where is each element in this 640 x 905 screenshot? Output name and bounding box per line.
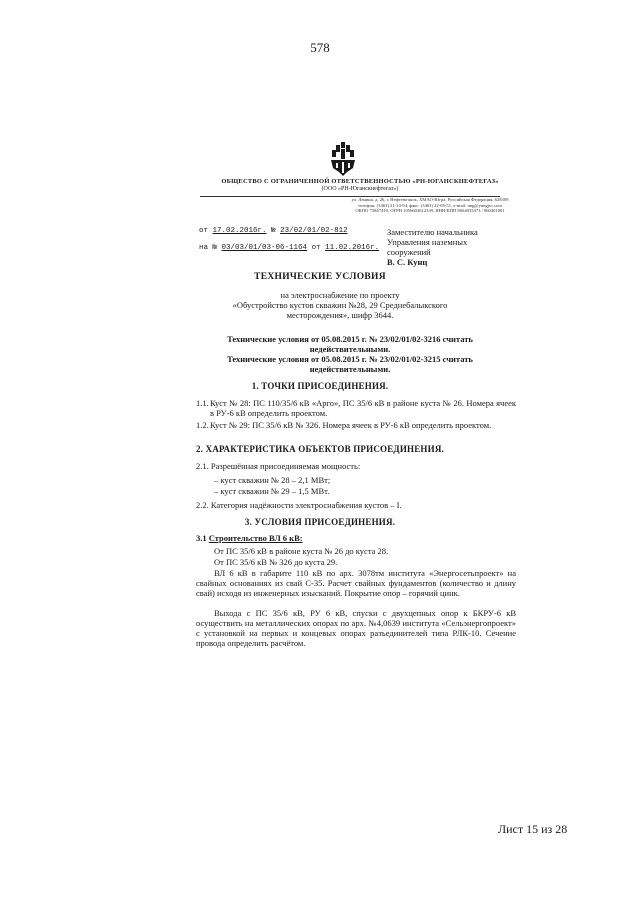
subject-line: на электроснабжение по проекту bbox=[280, 290, 400, 300]
paragraph: ВЛ 6 кВ в габарите 110 кВ по арх. 3078тм института «Энергосетьпроект» на свайных основаниях из свай С-35. Расчет свайных фундаментов (количество и длину свай) исходя из инженерных изысканий. Покрытие опор – горячий цинк. bbox=[196, 568, 516, 598]
void-line: недействительными. bbox=[309, 364, 391, 374]
ref-to-number: 03/03/01/03-06-1164 bbox=[221, 244, 308, 252]
addressee-line: Управления наземных bbox=[387, 237, 468, 247]
item-number: 2.1. bbox=[196, 461, 209, 471]
addressee-line: Заместителю начальника bbox=[387, 227, 478, 237]
addressee-name: В. С. Кунц bbox=[387, 257, 428, 267]
subsection-title: Строительство ВЛ 6 кВ: bbox=[208, 533, 303, 543]
item-text: Разрешённая присоединяемая мощность: bbox=[210, 461, 361, 471]
section-3-heading: 3. УСЛОВИЯ ПРИСОЕДИНЕНИЯ. bbox=[244, 517, 396, 527]
subject-line: месторождения», шифр 3644. bbox=[286, 310, 394, 320]
ref-from-date: 17.02.2016г. bbox=[212, 227, 267, 235]
power-line: – куст скважин № 28 – 2,1 МВт; bbox=[214, 475, 331, 485]
ref-from-number: 23/02/01/02-812 bbox=[280, 227, 348, 235]
item-number: 3.1 bbox=[196, 533, 207, 543]
section-1-heading: 1. ТОЧКИ ПРИСОЕДИНЕНИЯ. bbox=[251, 381, 389, 391]
item-text: Куст № 28: ПС 110/35/6 кВ «Арго», ПС 35/6 кВ в районе куста № 26. Номера ячеек в РУ-6 кВ определить проектом. bbox=[210, 398, 516, 418]
item-number: 1.2. bbox=[196, 420, 209, 430]
ref-no-symbol: № bbox=[271, 227, 276, 235]
item-number: 1.1. bbox=[196, 398, 209, 408]
subsection-3-1 bbox=[196, 533, 303, 543]
item-text: Категория надёжности электроснабжения кустов – I. bbox=[210, 500, 402, 510]
page-number: 578 bbox=[310, 40, 330, 55]
item-number: 2.2. bbox=[196, 500, 209, 510]
item-text: Куст № 29: ПС 35/6 кВ № 326. Номера ячеек в РУ-6 кВ определить проектом. bbox=[210, 420, 492, 430]
list-item bbox=[196, 420, 516, 430]
document-title: ТЕХНИЧЕСКИЕ УСЛОВИЯ bbox=[254, 272, 386, 282]
void-notes bbox=[180, 334, 520, 374]
address-line: ул. Ленина, д. 26, г. Нефтеюганск, ХМАО-Югра, Российская Федерация, 628309 bbox=[351, 197, 509, 202]
ref-from-prefix: от bbox=[199, 227, 209, 235]
item-2-2 bbox=[196, 500, 402, 510]
subject-line: «Обустройство кустов скважин №28, 29 Среднебалыкского bbox=[232, 300, 448, 310]
company-short-name: (ООО «РН-Юганскнефтегаз») bbox=[321, 186, 399, 192]
addressee-block bbox=[387, 227, 527, 267]
address-line: ОКПО 75847410, ОГРН 1056602612339, ИНН/КПП 8604035473 / 860401001 bbox=[355, 208, 505, 214]
void-line: недействительными. bbox=[309, 344, 391, 354]
outgoing-reference bbox=[199, 227, 348, 235]
void-line: Технические условия от 05.08.2015 г. № 23/02/01/02-3216 считать bbox=[227, 334, 473, 344]
route-line: От ПС 35/6 кВ № 326 до куста 29. bbox=[214, 557, 338, 567]
section-2-heading: 2. ХАРАКТЕРИСТИКА ОБЪЕКТОВ ПРИСОЕДИНЕНИЯ. bbox=[196, 444, 444, 454]
void-line: Технические условия от 05.08.2015 г. № 23/02/01/02-3215 считать bbox=[227, 354, 473, 364]
ref-to-date-prefix: от bbox=[311, 244, 321, 252]
company-full-name: ОБЩЕСТВО С ОГРАНИЧЕННОЙ ОТВЕТСТВЕННОСТЬЮ «РН-ЮГАНСКНЕФТЕГАЗ» bbox=[221, 178, 499, 185]
addressee-line: сооружений bbox=[387, 247, 431, 257]
route-line: От ПС 35/6 кВ в районе куста № 26 до куста 28. bbox=[214, 546, 389, 556]
paragraph: Выхода с ПС 35/6 кВ, РУ 6 кВ, спуски с двухцепных опор к БКРУ-6 кВ осуществить на металлических опорах по арх. №4,0639 института «Сельэнергопроект» с установкой на первых и концевых опорах разъединителей типа РЛК-10. Сечение провода определить расчётом. bbox=[196, 608, 516, 648]
rosneft-icon bbox=[329, 142, 357, 178]
sheet-counter: Лист 15 из 28 bbox=[498, 822, 568, 836]
company-address bbox=[310, 197, 550, 214]
list-item bbox=[196, 398, 516, 418]
document-subject bbox=[160, 290, 520, 320]
ref-to-date: 11.02.2016г. bbox=[325, 244, 380, 252]
incoming-reference bbox=[199, 244, 379, 252]
address-line: телефон: (3463) 21-14-94, факс: (3463) 22-69-51, e-mail: ung@yungjsc.com bbox=[358, 202, 502, 208]
power-line: – куст скважин № 29 – 1,5 МВт. bbox=[214, 486, 330, 496]
ref-to-prefix: на № bbox=[199, 244, 218, 252]
item-2-1 bbox=[196, 461, 360, 471]
